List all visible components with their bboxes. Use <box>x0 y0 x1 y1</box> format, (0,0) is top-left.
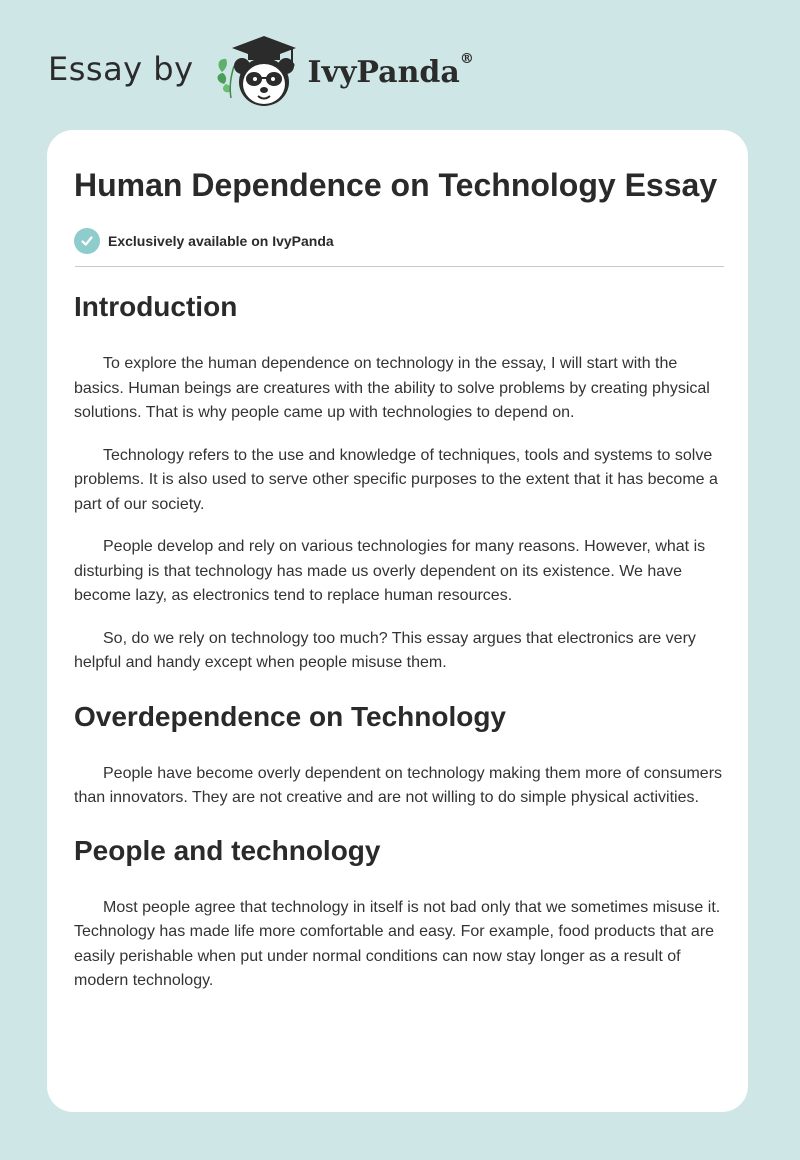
panda-graduate-icon <box>212 32 302 112</box>
paragraph: People have become overly dependent on technology making them more of consumers than innovators. They are not creative and are not willing to do simple physical activities. <box>74 764 723 806</box>
section-heading: Introduction <box>74 291 238 322</box>
essay-title: Human Dependence on Technology Essay <box>74 167 718 203</box>
paragraph: To explore the human dependence on technology in the essay, I will start with the basics. Human beings are creatures with the ability to solve problems by creating physical solutions. That is why people came up with technologies to depend on. <box>74 355 710 421</box>
divider <box>75 266 724 267</box>
section-people-and-technology <box>74 833 724 994</box>
paragraph: Most people agree that technology in itself is not bad only that we sometimes misuse it. Technology has made life more comfortable and easy. For example, food products that are easily perishable when put under normal conditions can now stay longer as a result of modern technology. <box>74 898 721 989</box>
section-overdependence <box>74 699 724 811</box>
paragraph: People develop and rely on various technologies for many reasons. However, what is disturbing is that technology has made us overly dependent on its existence. We have become lazy, as electronics tend to replace human resources. <box>74 538 706 604</box>
site-header <box>48 32 548 112</box>
exclusive-label: Exclusively available on IvyPanda <box>108 233 334 249</box>
paragraph: So, do we rely on technology too much? This essay argues that electronics are very helpful and handy except when people misuse them. <box>74 629 696 671</box>
paragraph: Technology refers to the use and knowledge of techniques, tools and systems to solve problems. It is also used to serve other specific purposes to the extent that it has become a part of our society. <box>74 446 718 513</box>
essay-by-label: Essay by <box>48 50 194 88</box>
brand-text: IvyPanda <box>307 54 460 90</box>
section-heading: Overdependence on Technology <box>74 700 507 732</box>
exclusive-badge <box>74 228 724 254</box>
essay-card <box>47 130 748 1112</box>
brand-name <box>307 50 474 90</box>
section-introduction <box>74 289 724 676</box>
section-heading: People and technology <box>74 834 381 866</box>
check-circle-icon <box>74 228 100 254</box>
registered-mark: ® <box>459 50 474 67</box>
essay-content <box>74 164 724 994</box>
